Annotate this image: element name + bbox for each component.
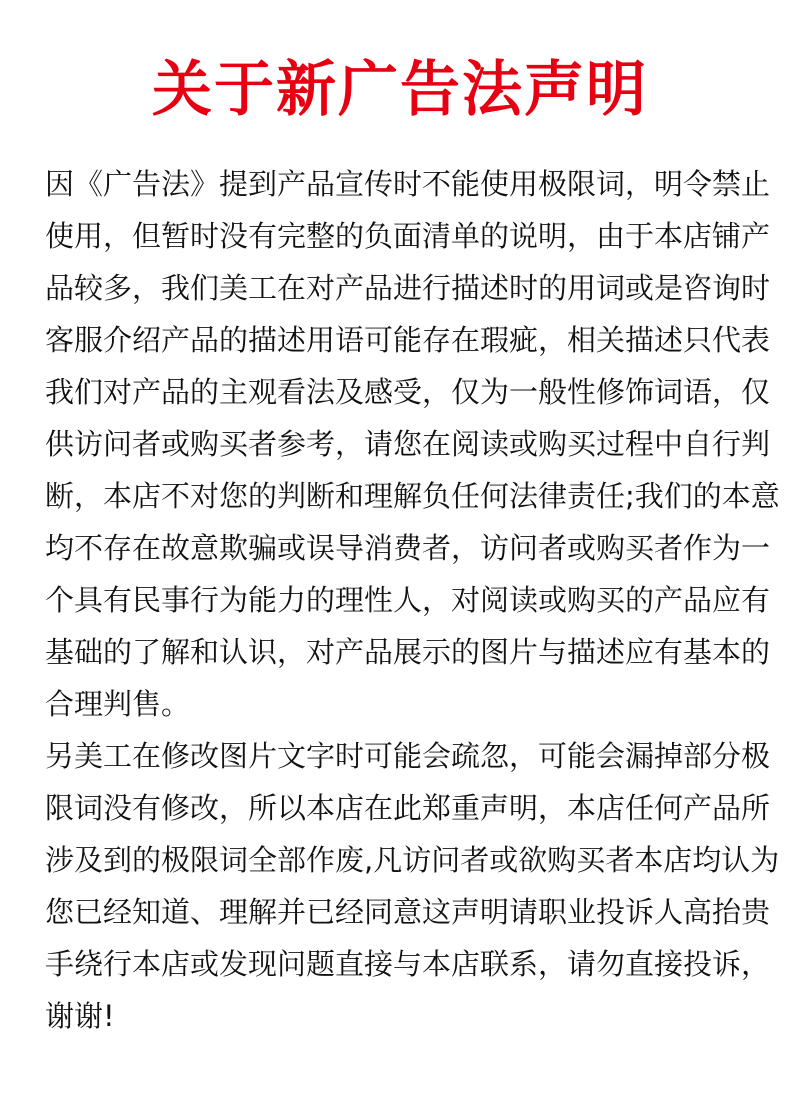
page-title: 关于新广告法声明: [152, 55, 648, 125]
paragraph-line: 断，本店不对您的判断和理解负任何法律责任;我们的本意: [45, 479, 780, 513]
paragraph-2: [45, 730, 780, 1042]
paragraph-line: 因《广告法》提到产品宣传时不能使用极限词，明令禁止: [45, 167, 771, 201]
paragraph-line: 供访问者或购买者参考，请您在阅读或购买过程中自行判: [45, 427, 771, 461]
paragraph-line: 合理判售。: [45, 687, 191, 721]
paragraph-line: 基础的了解和认识，对产品展示的图片与描述应有基本的: [45, 635, 771, 669]
paragraph-line: 限词没有修改，所以本店在此郑重声明，本店任何产品所: [45, 791, 771, 825]
paragraph-line: 您已经知道、理解并已经同意这声明请职业投诉人高抬贵: [45, 895, 771, 929]
paragraph-line: 品较多，我们美工在对产品进行描述时的用词或是咨询时: [45, 271, 771, 305]
paragraph-line: 使用，但暂时没有完整的负面清单的说明，由于本店铺产: [45, 219, 771, 253]
paragraph-line: 谢谢!: [45, 999, 115, 1033]
paragraph-line: 涉及到的极限词全部作废,凡访问者或欲购买者本店均认为: [45, 843, 780, 877]
paragraph-1: [45, 158, 780, 730]
paragraph-line: 个具有民事行为能力的理性人，对阅读或购买的产品应有: [45, 583, 771, 617]
paragraph-line: 我们对产品的主观看法及感受，仅为一般性修饰词语，仅: [45, 375, 771, 409]
paragraph-line: 另美工在修改图片文字时可能会疏忽，可能会漏掉部分极: [45, 739, 771, 773]
paragraph-line: 均不存在故意欺骗或误导消费者，访问者或购买者作为一: [45, 531, 771, 565]
paragraph-line: 客服介绍产品的描述用语可能存在瑕疵，相关描述只代表: [45, 323, 771, 357]
paragraph-line: 手绕行本店或发现问题直接与本店联系，请勿直接投诉，: [45, 947, 771, 981]
